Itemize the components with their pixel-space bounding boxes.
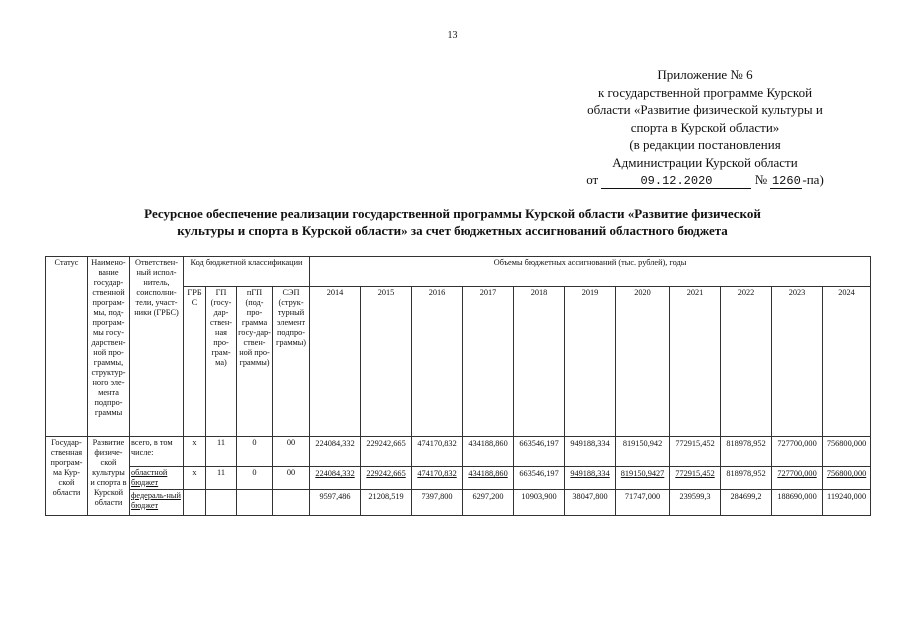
header-year: 2019 <box>565 287 616 437</box>
header-sep: СЭП (струк-турный элемент подпро-граммы) <box>273 287 310 437</box>
sep-cell: 00 <box>273 467 310 490</box>
annex-header <box>540 66 870 189</box>
value-cell: 772915,452 <box>670 467 721 490</box>
value-cell: 188690,000 <box>772 490 823 516</box>
annex-date-line <box>540 171 870 189</box>
value-cell: 756800,000 <box>823 467 871 490</box>
number-label: № <box>754 172 768 187</box>
header-grbs: ГРБ С <box>184 287 206 437</box>
header-year: 2020 <box>616 287 670 437</box>
annex-line: спорта в Курской области» <box>630 119 780 135</box>
value-cell: 474170,832 <box>412 467 463 490</box>
executor-cell: всего, в том числе: <box>130 437 184 467</box>
value-cell: 21208,519 <box>361 490 412 516</box>
value-cell: 9597,486 <box>310 490 361 516</box>
grbs-cell: х <box>184 437 206 467</box>
header-code: Код бюджетной классификации <box>184 257 310 287</box>
value-cell: 224084,332 <box>310 437 361 467</box>
value-cell: 819150,9427 <box>616 467 670 490</box>
title-line: культуры и спорта в Курской области» за счет бюджетных ассигнований областного бюджета <box>177 223 728 238</box>
header-year: 2021 <box>670 287 721 437</box>
value-cell: 818978,952 <box>721 437 772 467</box>
value-cell: 756800,000 <box>823 437 871 467</box>
value-cell: 71747,000 <box>616 490 670 516</box>
executor-cell: областной бюджет <box>130 467 184 490</box>
header-status: Статус <box>46 257 88 437</box>
decree-date: 09.12.2020 <box>601 175 751 189</box>
value-cell: 474170,832 <box>412 437 463 467</box>
value-cell: 949188,334 <box>565 467 616 490</box>
sep-cell <box>273 490 310 516</box>
value-cell: 434188,860 <box>463 467 514 490</box>
header-year: 2018 <box>514 287 565 437</box>
value-cell: 818978,952 <box>721 467 772 490</box>
value-cell: 229242,665 <box>361 467 412 490</box>
sep-cell: 00 <box>273 437 310 467</box>
value-cell: 10903,900 <box>514 490 565 516</box>
value-cell: 6297,200 <box>463 490 514 516</box>
value-cell: 119240,000 <box>823 490 871 516</box>
header-year: 2017 <box>463 287 514 437</box>
status-cell: Государ-ственная програм-ма Кур-ской области <box>46 437 88 516</box>
gp-cell <box>206 490 237 516</box>
header-executor: Ответствен-ный испол-нитель, соисполни-тели, участ-ники (ГРБС) <box>130 257 184 437</box>
annex-line: (в редакции постановления <box>629 137 781 152</box>
value-cell: 7397,800 <box>412 490 463 516</box>
annex-line: области «Развитие физической культуры и <box>587 102 823 117</box>
value-cell: 819150,942 <box>616 437 670 467</box>
title-line: Ресурсное обеспечение реализации государственной программы Курской области «Развитие физической <box>144 206 761 221</box>
value-cell: 727700,000 <box>772 467 823 490</box>
value-cell: 284699,2 <box>721 490 772 516</box>
number-suffix: -па) <box>802 172 824 187</box>
pgp-cell: 0 <box>237 467 273 490</box>
header-volumes: Объемы бюджетных ассигнований (тыс. рублей), годы <box>310 257 871 287</box>
header-year: 2024 <box>823 287 871 437</box>
value-cell: 663546,197 <box>514 437 565 467</box>
grbs-cell <box>184 490 206 516</box>
header-year: 2015 <box>361 287 412 437</box>
value-cell: 949188,334 <box>565 437 616 467</box>
pgp-cell <box>237 490 273 516</box>
value-cell: 224084,332 <box>310 467 361 490</box>
header-year: 2022 <box>721 287 772 437</box>
value-cell: 727700,000 <box>772 437 823 467</box>
header-pgp: пГП (под-про-грамма госу-дар-ствен-ной про-граммы) <box>237 287 273 437</box>
table-row-total <box>46 437 871 467</box>
grbs-cell: х <box>184 467 206 490</box>
value-cell: 38047,800 <box>565 490 616 516</box>
document-title <box>60 205 845 239</box>
annex-line: Администрации Курской области <box>612 154 798 170</box>
budget-table <box>45 256 871 516</box>
gp-cell: 11 <box>206 467 237 490</box>
value-cell: 434188,860 <box>463 437 514 467</box>
value-cell: 772915,452 <box>670 437 721 467</box>
header-name: Наимено-вание государ-ственной програм-мы, под-програм-мы госу-дарствен-ной про-граммы, структур-ного эле-мента подпро-граммы <box>88 257 130 437</box>
pgp-cell: 0 <box>237 437 273 467</box>
value-cell: 239599,3 <box>670 490 721 516</box>
header-row <box>46 257 871 287</box>
from-label: от <box>586 172 599 187</box>
annex-line: Приложение № 6 <box>657 67 753 82</box>
header-gp: ГП (госу-дар-ствен-ная про-грам-ма) <box>206 287 237 437</box>
annex-line: к государственной программе Курской <box>597 84 813 100</box>
table-row-federal <box>46 490 871 516</box>
header-year: 2014 <box>310 287 361 437</box>
decree-number: 1260 <box>771 174 801 188</box>
gp-cell: 11 <box>206 437 237 467</box>
header-year: 2016 <box>412 287 463 437</box>
executor-cell: федераль-ный бюджет <box>130 490 184 516</box>
header-year: 2023 <box>772 287 823 437</box>
program-cell: Развитие физиче-ской культуры и спорта в Курской области <box>88 437 130 516</box>
value-cell: 229242,665 <box>361 437 412 467</box>
table-row-regional <box>46 467 871 490</box>
value-cell: 663546,197 <box>514 467 565 490</box>
page-number: 13 <box>447 30 458 41</box>
